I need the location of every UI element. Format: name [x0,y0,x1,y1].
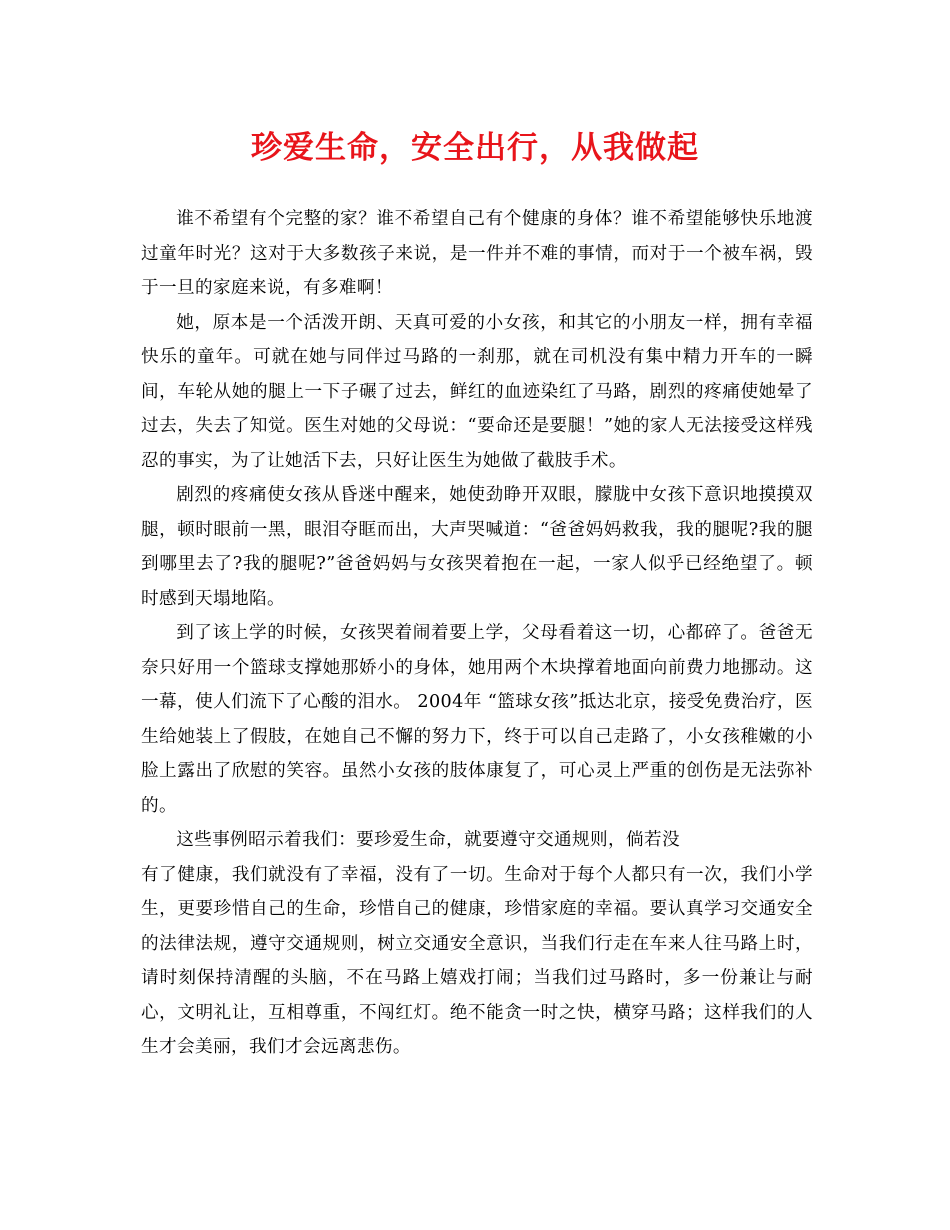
paragraph-4: 到了该上学的时候，女孩哭着闹着要上学，父母看着这一切，心都碎了。爸爸无奈只好用一个篮球支撑她那娇小的身体，她用两个木块撑着地面向前费力地挪动。这一幕，使人们流下了心酸的泪水。 2004年 “篮球女孩”抵达北京，接受免费治疗，医生给她装上了假肢，在她自己不懈的努力下，终于可以自己走路了，小女孩稚嫩的小脸上露出了欣慰的笑容。虽然小女孩的肢体康复了，可心灵上严重的创伤是无法弥补的。 [141,623,813,816]
paragraph-2: 她，原本是一个活泼开朗、天真可爱的小女孩，和其它的小朋友一样，拥有幸福快乐的童年。可就在她与同伴过马路的一刹那，就在司机没有集中精力开车的一瞬间，车轮从她的腿上一下子碾了过去，鲜红的血迹染红了马路，剧烈的疼痛使她晕了过去，失去了知觉。医生对她的父母说：“要命还是要腿！”她的家人无法接受这样残忍的事实，为了让她活下去，只好让医生为她做了截肢手术。 [141,312,813,471]
paragraph-5-continued: 有了健康，我们就没有了幸福，没有了一切。生命对于每个人都只有一次，我们小学生，更要珍惜自己的生命，珍惜自己的健康，珍惜家庭的幸福。要认真学习交通安全的法律法规，遵守交通规则，树立交通安全意识，当我们行走在车来人往马路上时，请时刻保持清醒的头脑，不在马路上嬉戏打闹；当我们过马路时，多一份兼让与耐心，文明礼让，互相尊重，不闯红灯。绝不能贪一时之快，横穿马路；这样我们的人生才会美丽，我们才会远离悲伤。 [141,864,813,1057]
paragraph-1: 谁不希望有个完整的家？谁不希望自己有个健康的身体？谁不希望能够快乐地渡过童年时光？这对于大多数孩子来说，是一件并不难的事情，而对于一个被车祸，毁于一旦的家庭来说，有多难啊！ [141,209,813,298]
paragraph-3: 剧烈的疼痛使女孩从昏迷中醒来，她使劲睁开双眼，朦胧中女孩下意识地摸摸双腿，顿时眼前一黑，眼泪夺眶而出，大声哭喊道：“爸爸妈妈救我，我的腿呢?我的腿到哪里去了?我的腿呢?”爸爸妈妈与女孩哭着抱在一起，一家人似乎已经绝望了。顿时感到天塌地陷。 [141,485,813,609]
paragraph-5: 这些事例昭示着我们：要珍爱生命，就要遵守交通规则，倘若没 [176,830,681,850]
document-title: 珍爱生命，安全出行，从我做起 [251,130,699,166]
document-body [141,202,813,1065]
